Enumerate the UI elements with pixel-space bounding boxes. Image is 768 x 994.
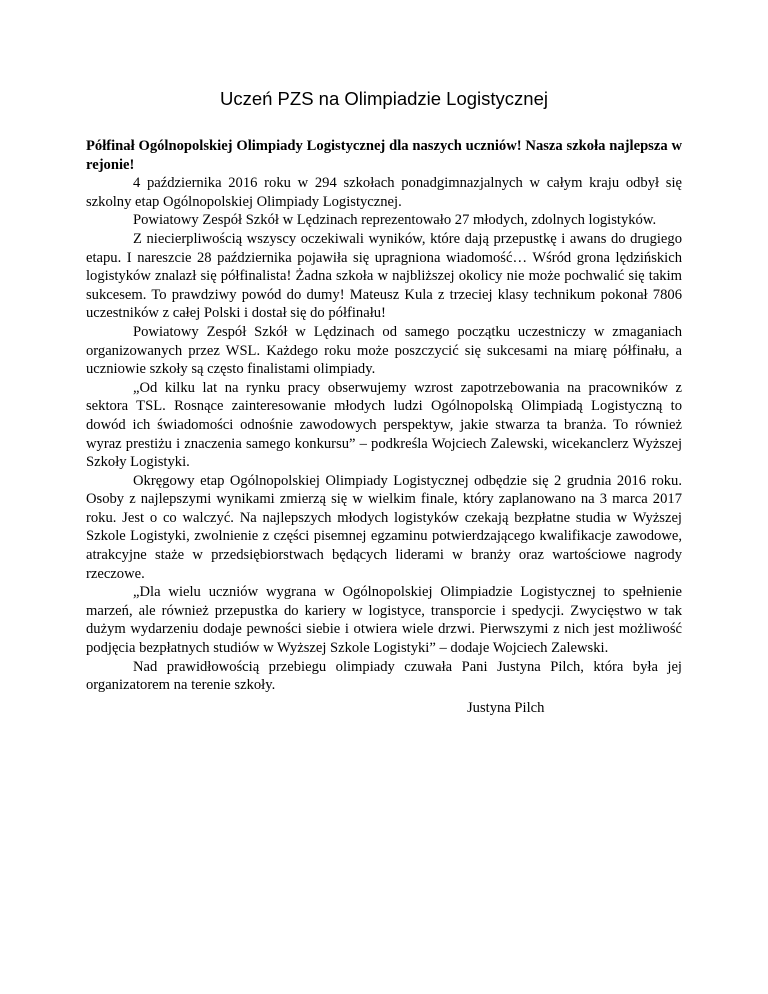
document-title: Uczeń PZS na Olimpiadzie Logistycznej: [219, 88, 548, 109]
paragraph-6: Okręgowy etap Ogólnopolskiej Olimpiady Logistycznej odbędzie się 2 grudnia 2016 roku. Osoby z najlepszymi wynikami zmierzą się w wielkim finale, który zaplanowano na 3 marca 2017 roku. Jest o co walczyć. Na najlepszych młodych logistyków czekają bezpłatne studia w Wyższej Szkole Logistyki, zwolnienie z części pisemnej egzaminu potwierdzającego kwalifikacje zawodowe, atrakcyjne staże w przedsiębiorstwach będących liderami w branży oraz wartościowe nagrody rzeczowe.: [86, 472, 682, 582]
paragraph-3: Z niecierpliwością wszyscy oczekiwali wyników, które dają przepustkę i awans do drugiego etapu. I nareszcie 28 października pojawiła się upragniona wiadomość… Wśród grona lędzińskich logistyków znalazł się półfinalista! Żadna szkoła w najbliższej okolicy nie może pochwalić się takim sukcesem. To prawdziwy powód do dumy! Mateusz Kula z trzeciej klasy technikum pokonał 7806 uczestników z całej Polski i dostał się do półfinału!: [86, 230, 682, 322]
paragraph-2: Powiatowy Zespół Szkół w Lędzinach reprezentowało 27 młodych, zdolnych logistyków.: [133, 212, 657, 229]
paragraph-7: „Dla wielu uczniów wygrana w Ogólnopolskiej Olimpiadzie Logistycznej to spełnienie marzeń, ale również przepustka do kariery w logistyce, transporcie i spedycji. Zwycięstwo w tak dużym wydarzeniu dodaje pewności siebie i otwiera wiele drzwi. Pierwszymi z nich jest możliwość podjęcia bezpłatnych studiów w Wyższej Szkole Logistyki” – dodaje Wojciech Zalewski.: [86, 584, 682, 657]
paragraph-4: Powiatowy Zespół Szkół w Lędzinach od samego początku uczestniczy w zmaganiach organizowanych przez WSL. Każdego roku może poszczycić się sukcesami na miarę półfinału, a uczniowie szkoły są często finalistami olimpiady.: [86, 323, 682, 378]
author-signature: Justyna Pilch: [467, 700, 545, 716]
article-body: [86, 137, 682, 695]
paragraph-5: „Od kilku lat na rynku pracy obserwujemy wzrost zapotrzebowania na pracowników z sektora TSL. Rosnące zainteresowanie młodych ludzi Ogólnopolską Olimpiadą Logistyczną to dowód ich świadomości odnośnie zawodowych perspektyw, jakie stwarza ta branża. To również wyraz prestiżu i znaczenia samego konkursu” – podkreśla Wojciech Zalewski, wicekanclerz Wyższej Szkoły Logistyki.: [86, 379, 682, 471]
lead-paragraph: Półfinał Ogólnopolskiej Olimpiady Logistycznej dla naszych uczniów! Nasza szkoła najlepsza w rejonie!: [86, 138, 682, 173]
paragraph-1: 4 października 2016 roku w 294 szkołach ponadgimnazjalnych w całym kraju odbył się szkolny etap Ogólnopolskiej Olimpiady Logistycznej.: [86, 175, 682, 210]
paragraph-8: Nad prawidłowością przebiegu olimpiady czuwała Pani Justyna Pilch, która była jej organizatorem na terenie szkoły.: [86, 658, 682, 694]
